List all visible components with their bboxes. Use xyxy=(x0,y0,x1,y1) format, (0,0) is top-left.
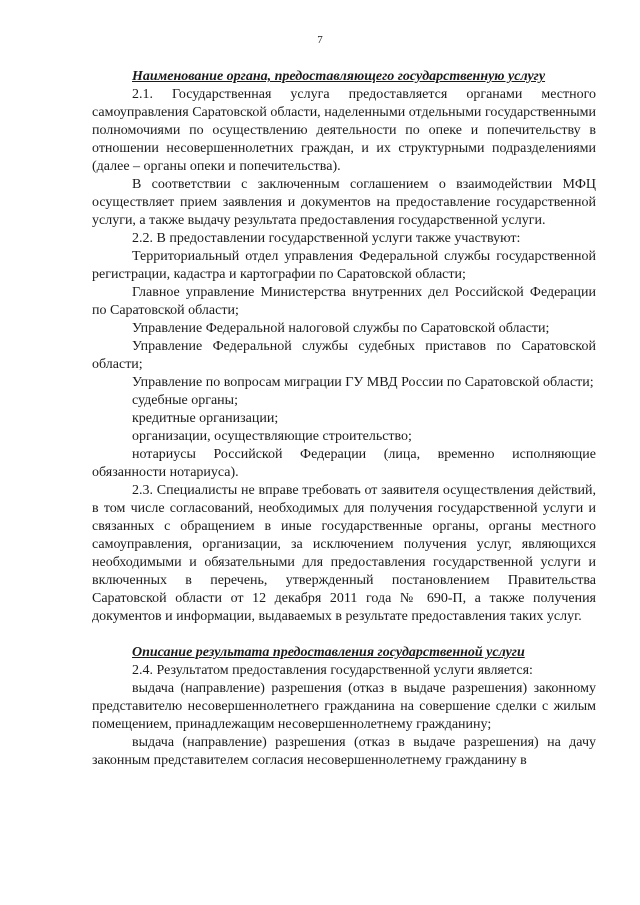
list-item-bailiffs: Управление Федеральной службы судебных приставов по Саратовской области; xyxy=(92,339,596,372)
section-gap xyxy=(92,626,596,644)
list-item-notaries: нотариусы Российской Федерации (лица, временно исполняющие обязанности нотариуса). xyxy=(92,447,596,480)
paragraph-2-2: 2.2. В предоставлении государственной услуги также участвуют: xyxy=(132,231,521,246)
list-item-migration: Управление по вопросам миграции ГУ МВД России по Саратовской области; xyxy=(132,375,594,390)
list-item-rosreestr: Территориальный отдел управления Федеральной службы государственной регистрации, кадастра и картографии по Саратовской области; xyxy=(92,249,596,282)
paragraph-2-3: 2.3. Специалисты не вправе требовать от заявителя осуществления действий, в том числе согласований, необходимых для получения государственной услуги и связанных с обращением в иные государственные органы, органы местного самоуправления, организации, за исключением получения услуг, являющихся необходимыми и обязательными для предоставления государственной услуги и включенных в перечень, утвержденный постановлением Правительства Саратовской области от 12 декабря 2011 года № 690-П, а также получения документов и информации, выдаваемых в результате предоставления таких услуг. xyxy=(92,483,596,624)
list-item-consent-permission: выдача (направление) разрешения (отказ в выдаче разрешения) на дачу законным представителем согласия несовершеннолетнему гражданину в xyxy=(92,735,596,768)
list-item-housing-permission: выдача (направление) разрешения (отказ в выдаче разрешения) законному представителю несовершеннолетнего гражданина на совершение сделки с жилым помещением, принадлежащим несовершеннолетнему гражданину; xyxy=(92,681,596,732)
paragraph-2-1: 2.1. Государственная услуга предоставляется органами местного самоуправления Саратовской области, наделенными отдельными государственными полномочиями по осуществлению деятельности по опеке и попечительству в отношении несовершеннолетних граждан, и их структурными подразделениями (далее – органы опеки и попечительства). xyxy=(92,87,596,174)
section-heading-result: Описание результата предоставления государственной услуги xyxy=(132,645,525,660)
list-item-tax-service: Управление Федеральной налоговой службы по Саратовской области; xyxy=(132,321,550,336)
paragraph-2-4: 2.4. Результатом предоставления государственной услуги является: xyxy=(132,663,533,678)
paragraph-mfc-agreement: В соответствии с заключенным соглашением о взаимодействии МФЦ осуществляет прием заявления и документов на предоставление государственной услуги, а также выдачу результата предоставления государственной услуги. xyxy=(92,177,596,228)
section-heading-authority: Наименование органа, предоставляющего государственную услугу xyxy=(132,69,546,84)
document-body xyxy=(92,68,596,770)
list-item-credit-orgs: кредитные организации; xyxy=(132,411,279,426)
list-item-mvd: Главное управление Министерства внутренних дел Российской Федерации по Саратовской области; xyxy=(92,285,596,318)
list-item-courts: судебные органы; xyxy=(132,393,238,408)
page-number: 7 xyxy=(317,34,323,46)
list-item-construction: организации, осуществляющие строительство; xyxy=(132,429,412,444)
